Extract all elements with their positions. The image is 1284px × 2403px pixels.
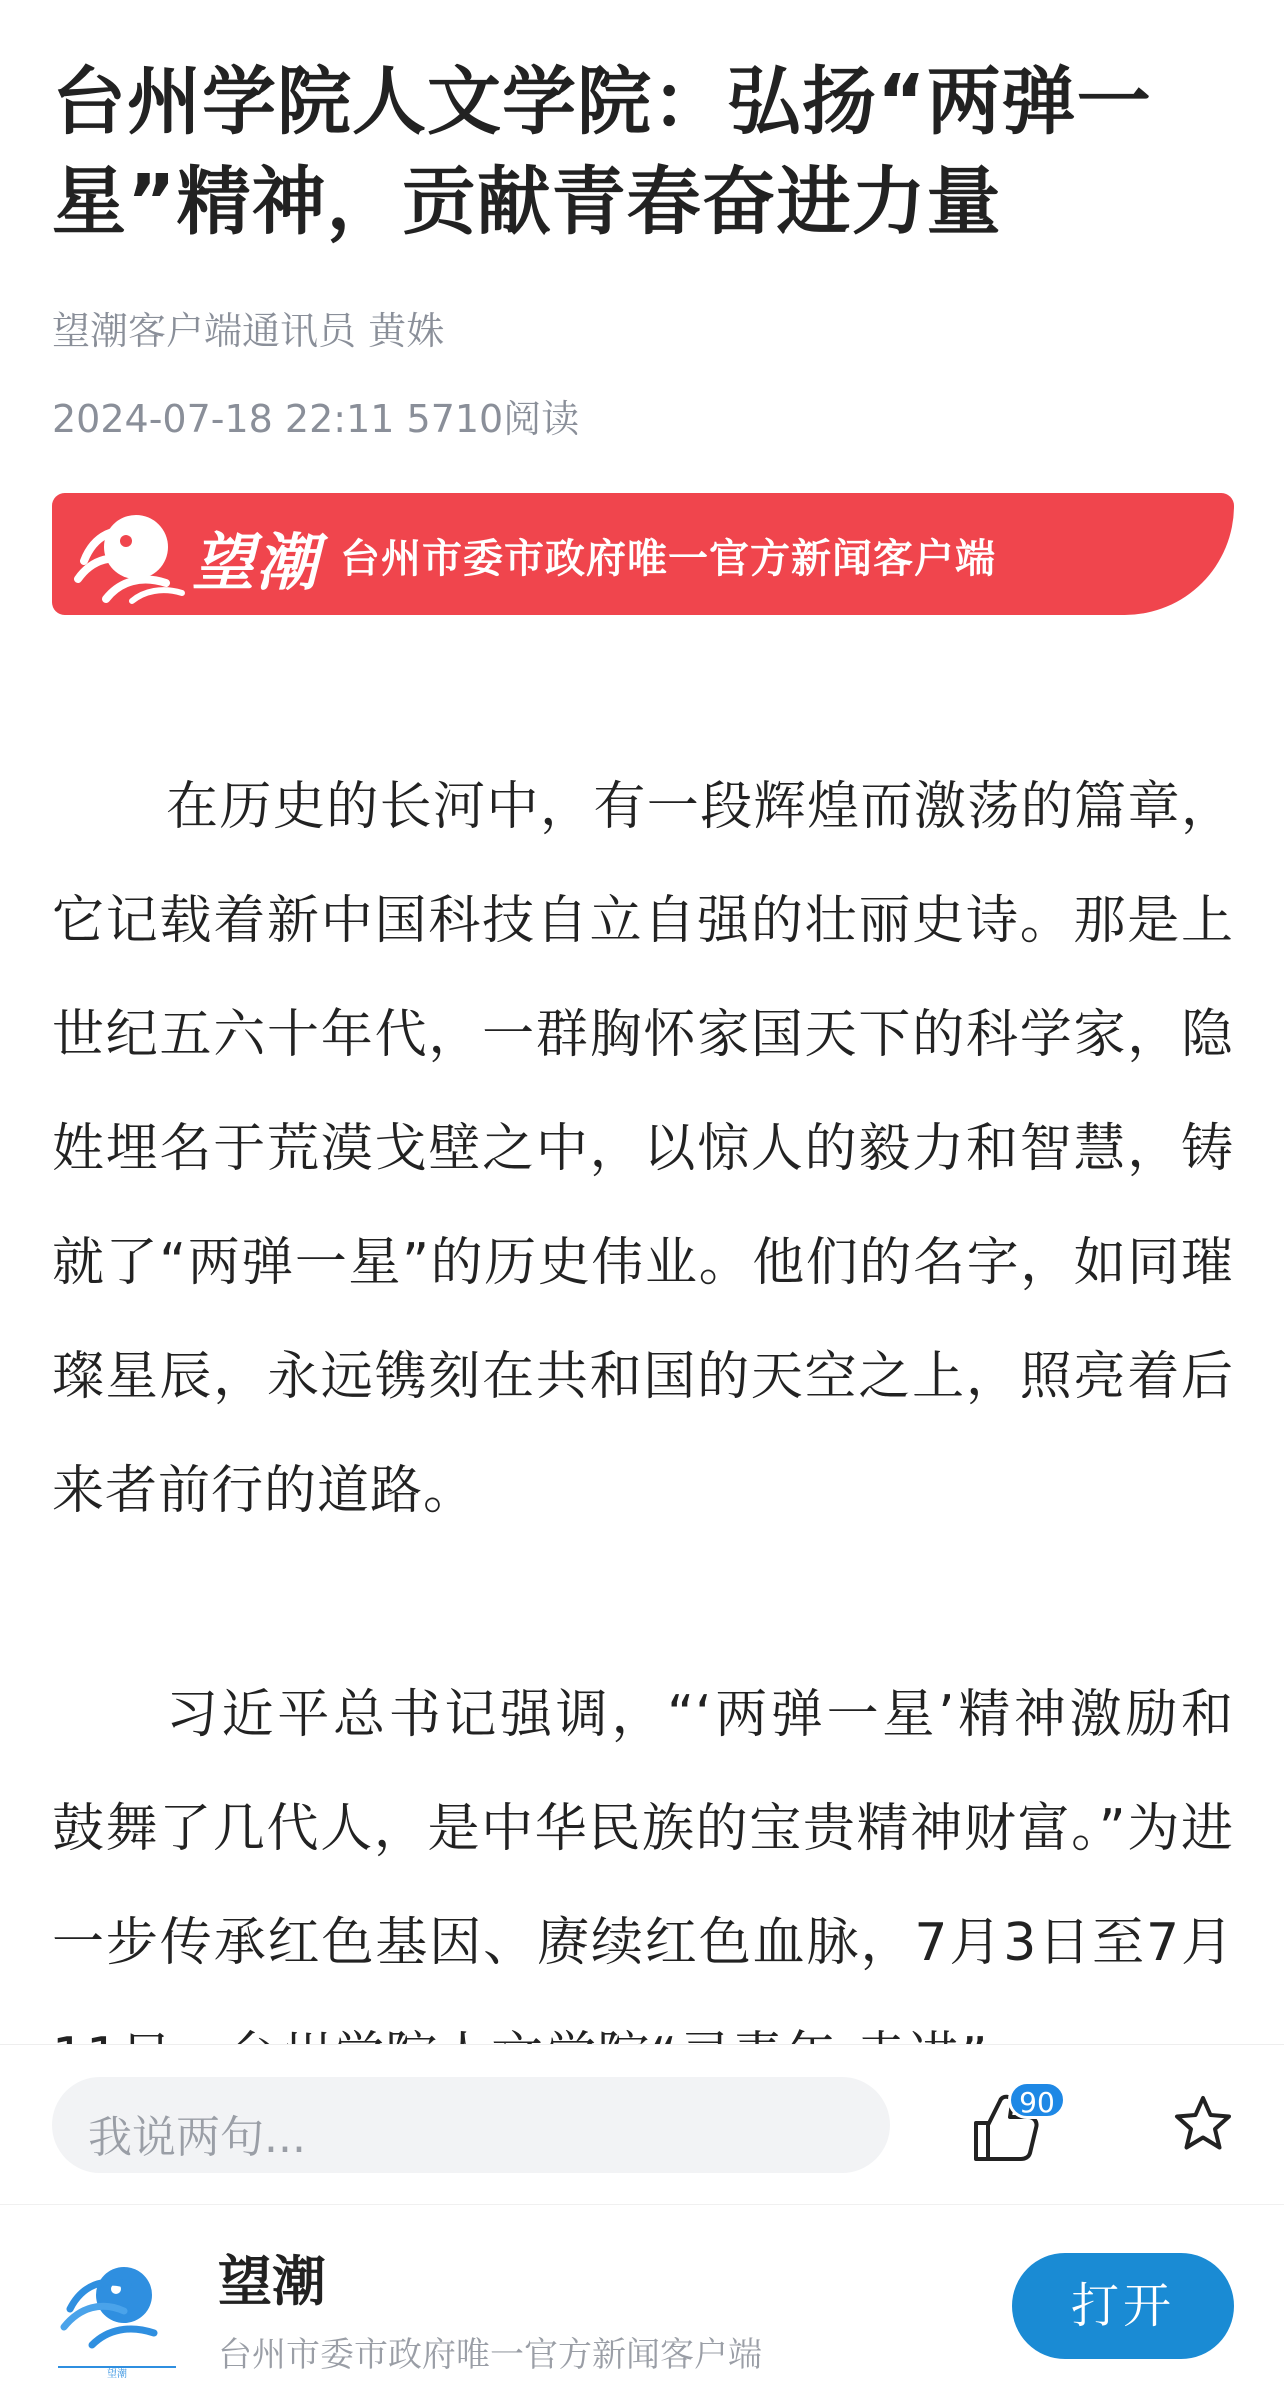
read-count: 5710阅读 [406,397,580,441]
banner-slogan: 台州市委市政府唯一官方新闻客户端 [340,536,996,582]
article-byline: 望潮客户端通讯员 黄姝 [52,309,445,353]
app-logo-icon [52,2249,182,2379]
star-icon[interactable] [1172,2093,1234,2155]
comment-input[interactable] [52,2077,890,2173]
wave-logo-icon [70,501,190,607]
publish-date: 2024-07-18 22:11 [52,397,395,441]
article-paragraph: 在历史的长河中，有一段辉煌而激荡的篇章，它记载着新中国科技自立自强的壮丽史诗。那是上世纪五六十年代，一群胸怀家国天下的科学家，隐姓埋名于荒漠戈壁之中，以惊人的毅力和智慧，铸就了“两弹一星”的历史伟业。他们的名字，如同璀璨星辰，永远镌刻在共和国的天空之上，照亮着后来者前行的道路。 [52,777,1234,1521]
article-paragraph: 习近平总书记强调，“‘两弹一星’精神激励和鼓舞了几代人，是中华民族的宝贵精神财富。”为进一步传承红色基因、赓续红色血脉，7月3日至7月 [52,1685,1234,1973]
comment-placeholder: 我说两句... [88,2112,306,2163]
open-app-button[interactable]: 打开 [1012,2253,1234,2359]
like-count-badge: 90 [1008,2081,1066,2119]
app-download-banner [0,2204,1284,2403]
banner-brand-name: 望潮 [192,526,321,599]
article-title: 台州学院人文学院：弘扬“两弹一星”精神，贡献青春奋进力量 [52,59,1152,245]
article-meta [52,388,579,443]
app-description: 台州市委市政府唯一官方新闻客户端 [218,2335,762,2375]
article-body [52,750,1234,2114]
brand-banner [52,493,1234,615]
app-name: 望潮 [218,2250,326,2313]
app-logo-caption: 望潮 [107,2369,127,2379]
comment-bar [0,2044,1284,2205]
